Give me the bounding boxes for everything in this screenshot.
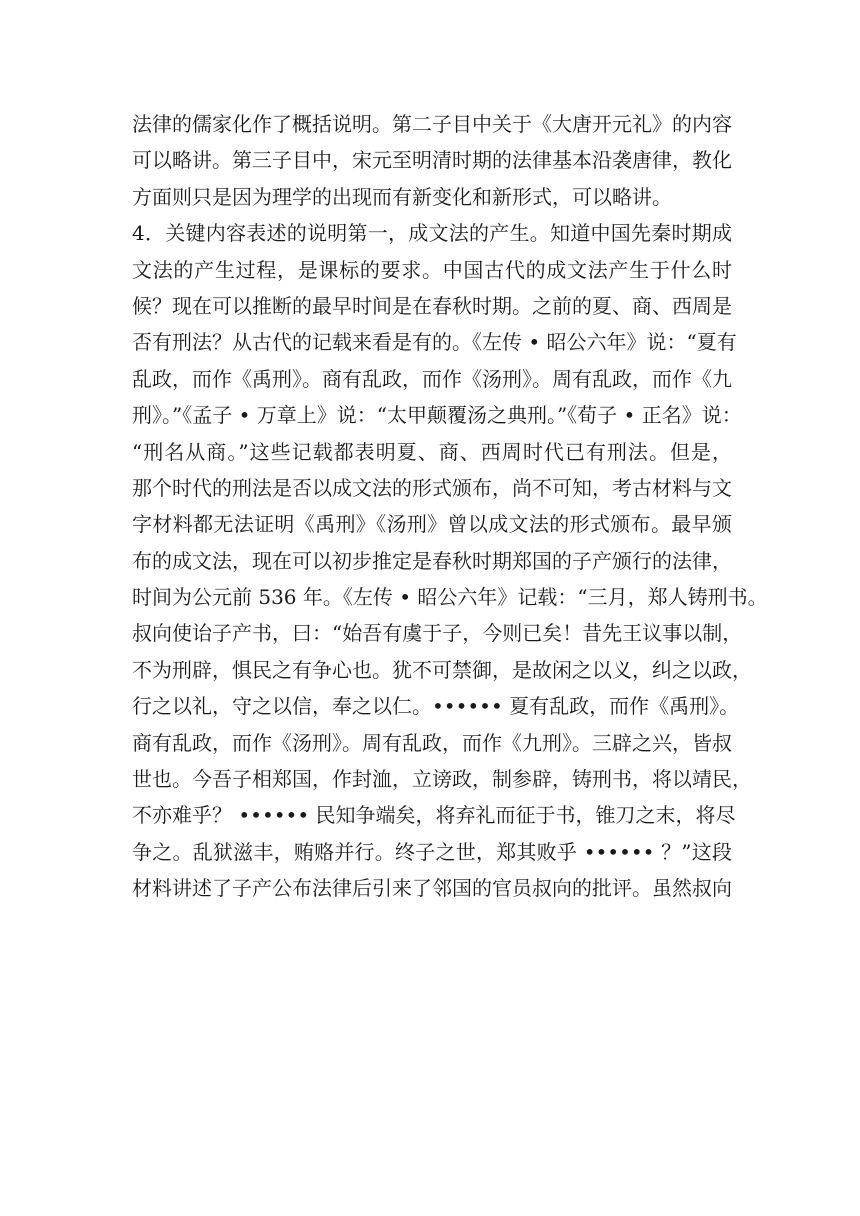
text-line: 不为刑辟，惧民之有争心也。犹不可禁御，是故闲之以义，纠之以政， — [132, 657, 752, 682]
text-line: 争之。乱狱滋丰，贿赂并行。终子之世，郑其败乎 •••••• ？”这段 — [132, 839, 732, 864]
text-line: 可以略讲。第三子目中，宋元至明清时期的法律基本沿袭唐律，教化 — [132, 148, 732, 173]
text-line: 世也。今吾子相郑国，作封洫，立谤政，制参辟，铸刑书，将以靖民， — [132, 767, 752, 792]
text-line: 材料讲述了子产公布法律后引来了邻国的官员叔向的批评。虽然叔向 — [132, 876, 732, 901]
text-line: 4．关键内容表述的说明第一，成文法的产生。知道中国先秦时期成 — [132, 221, 732, 246]
text-line: 法律的儒家化作了概括说明。第二子目中关于《大唐开元礼》的内容 — [132, 112, 732, 136]
text-line: 那个时代的刑法是否以成文法的形式颁布，尚不可知，考古材料与文 — [132, 475, 732, 500]
text-line: 时间为公元前 536 年。《左传 • 昭公六年》记载：“三月，郑人铸刑书。 — [132, 585, 768, 610]
text-line: 不亦难乎？ •••••• 民知争端矣，将弃礼而征于书，锥刀之末，将尽 — [132, 803, 736, 828]
text-line: 候？现在可以推断的最早时间是在春秋时期。之前的夏、商、西周是 — [132, 293, 732, 318]
text-line: 字材料都无法证明《禹刑》《汤刑》曾以成文法的形式颁布。最早颁 — [132, 512, 732, 537]
body-text — [132, 106, 768, 907]
text-line: 方面则只是因为理学的出现而有新变化和新形式，可以略讲。 — [132, 184, 672, 209]
text-line: 布的成文法，现在可以初步推定是春秋时期郑国的子产颁行的法律， — [132, 548, 732, 573]
text-line: 商有乱政，而作《汤刑》。周有乱政，而作《九刑》。三辟之兴，皆叔 — [132, 730, 732, 755]
text-line: 叔向使诒子产书，曰：“始吾有虞于子，今则已矣！昔先王议事以制， — [132, 621, 743, 646]
text-line: 行之以礼，守之以信，奉之以仁。•••••• 夏有乱政，而作《禹刑》。 — [132, 694, 740, 719]
text-line: 文法的产生过程，是课标的要求。中国古代的成文法产生于什么时 — [132, 257, 732, 282]
text-line: 刑》。”《孟子 • 万章上》说：“太甲颠覆汤之典刑。”《荀子 • 正名》说： — [132, 403, 742, 428]
text-line: 乱政，而作《禹刑》。商有乱政，而作《汤刑》。周有乱政，而作《九 — [132, 366, 732, 391]
text-line: 否有刑法？从古代的记载来看是有的。《左传 • 昭公六年》说：“夏有 — [132, 330, 737, 355]
text-line: “刑名从商。”这些记载都表明夏、商、西周时代已有刑法。但是， — [132, 439, 732, 464]
